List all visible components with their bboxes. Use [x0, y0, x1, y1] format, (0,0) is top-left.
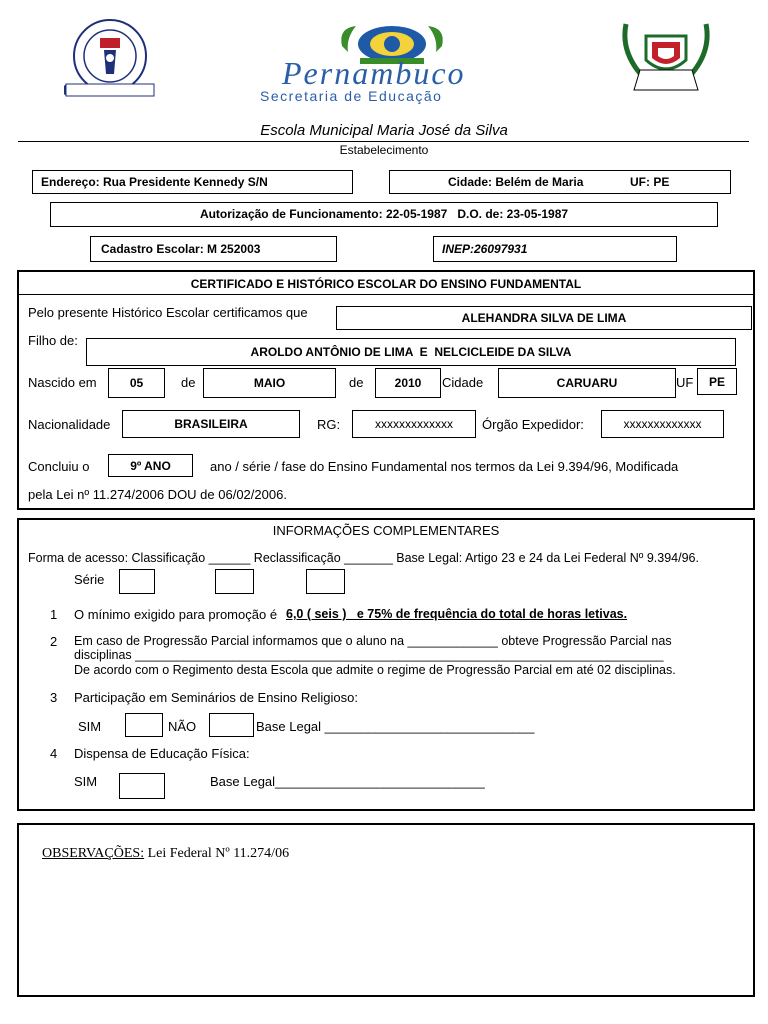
student-name: ALEHANDRA SILVA DE LIMA	[461, 311, 627, 325]
inep-text: INEP:26097931	[442, 242, 528, 256]
sim-checkbox-3[interactable]	[125, 713, 163, 737]
pernambuco-state-logo	[256, 24, 528, 104]
item-1-number: 1	[50, 607, 58, 622]
item-4-text: Dispensa de Educação Física:	[74, 746, 250, 761]
parents-label: Filho de:	[28, 333, 78, 348]
sim-checkbox-4[interactable]	[119, 773, 165, 799]
svg-text:Secretaria de Educação: Secretaria de Educação	[260, 88, 443, 104]
authorization-field	[50, 202, 718, 227]
rg-value: xxxxxxxxxxxxx	[375, 417, 453, 431]
address-field	[32, 170, 353, 194]
completed-label: Concluiu o	[28, 459, 90, 474]
base-legal-4: Base Legal_____________________________	[210, 774, 485, 789]
nationality-label: Nacionalidade	[28, 417, 111, 432]
nationality-field	[122, 410, 300, 438]
issuer-field	[601, 410, 724, 438]
item-2-number: 2	[50, 634, 58, 649]
observations-line	[28, 830, 289, 878]
serie-box-1[interactable]	[119, 569, 155, 594]
grade: 9º ANO	[130, 458, 171, 473]
student-name-field	[336, 306, 752, 330]
de-label-1: de	[181, 375, 196, 390]
uf-text: UF: PE	[630, 175, 670, 189]
header-rule	[18, 141, 749, 142]
law-text: pela Lei nº 11.274/2006 DOU de 06/02/2006.	[28, 487, 287, 502]
svg-text:Pernambuco: Pernambuco	[282, 55, 466, 91]
birth-city: CARUARU	[556, 376, 618, 390]
item-1-requirement: 6,0 ( seis ) e 75% de frequência do total de horas letivas.	[286, 607, 628, 621]
item-1-text: O mínimo exigido para promoção é	[74, 607, 278, 622]
city-field	[389, 170, 731, 194]
observations-section	[17, 823, 755, 997]
school-name: Escola Municipal Maria José da Silva	[260, 122, 508, 139]
establishment-caption: Estabelecimento	[339, 143, 429, 157]
item-3-text: Participação em Seminários de Ensino Religioso:	[74, 690, 358, 705]
item-2-line-3: De acordo com o Regimento desta Escola que admite o regime de Progressão Parcial em até 02 disciplinas.	[74, 663, 676, 677]
birth-year: 2010	[394, 376, 422, 390]
item-2-line-1: Em caso de Progressão Parcial informamos que o aluno na _____________ obteve Progressão Parcial nas	[74, 634, 672, 648]
school-registry-field	[90, 236, 337, 262]
access-text: Forma de acesso: Classificação ______ Reclassificação _______ Base Legal: Artigo 23 e 24 da Lei Federal Nº 9.394/96.	[28, 551, 699, 565]
city-text: Cidade: Belém de Maria	[448, 175, 584, 189]
parents-field	[86, 338, 736, 366]
address-text: Endereço: Rua Presidente Kennedy S/N	[41, 175, 268, 189]
nao-checkbox-3[interactable]	[209, 713, 254, 737]
birth-uf-field	[697, 368, 737, 395]
issuer-label: Órgão Expedidor:	[482, 417, 584, 432]
observations-label: OBSERVAÇÕES:	[42, 846, 145, 861]
birth-month: MAIO	[253, 376, 286, 390]
item-4-number: 4	[50, 746, 58, 761]
grade-field	[108, 454, 193, 477]
birth-day: 05	[129, 376, 144, 390]
born-label: Nascido em	[28, 375, 97, 390]
serie-label: Série	[74, 572, 105, 587]
intro-label: Pelo presente Histórico Escolar certificamos que	[28, 305, 308, 320]
serie-box-2[interactable]	[215, 569, 254, 594]
nao-label-3: NÃO	[168, 719, 197, 734]
birth-city-field	[498, 368, 676, 398]
item-3-number: 3	[50, 690, 58, 705]
item-2-line-2: disciplinas ____________________________________________________________________________	[74, 648, 664, 662]
serie-box-3[interactable]	[306, 569, 345, 594]
authorization-text: Autorização de Funcionamento: 22-05-1987 D.O. de: 23-05-1987	[199, 207, 569, 221]
issuer-value: xxxxxxxxxxxxx	[623, 417, 702, 431]
observations-text: Lei Federal Nº 11.274/06	[144, 846, 290, 861]
birth-day-field	[108, 368, 165, 398]
nationality: BRASILEIRA	[174, 417, 248, 431]
birth-year-field	[375, 368, 441, 398]
base-legal-3: Base Legal _____________________________	[256, 719, 535, 734]
municipal-crest-logo	[616, 14, 716, 102]
certificate-title-rule	[19, 294, 753, 295]
city-label: Cidade	[442, 375, 484, 390]
birth-uf: PE	[708, 374, 725, 389]
complementary-title: INFORMAÇÕES COMPLEMENTARES	[272, 523, 500, 538]
school-registry-text: Cadastro Escolar: M 252003	[101, 242, 261, 256]
sim-label-3: SIM	[78, 719, 102, 734]
school-seal-logo	[64, 18, 156, 102]
birth-month-field	[203, 368, 336, 398]
sim-label-4: SIM	[74, 774, 98, 789]
rg-field	[352, 410, 476, 438]
completed-text: ano / série / fase do Ensino Fundamental nos termos da Lei 9.394/96, Modificada	[210, 459, 679, 474]
certificate-title: CERTIFICADO E HISTÓRICO ESCOLAR DO ENSINO FUNDAMENTAL	[190, 277, 582, 291]
inep-field	[433, 236, 677, 262]
uf-label: UF	[676, 375, 694, 390]
rg-label: RG:	[317, 417, 341, 432]
de-label-2: de	[349, 375, 364, 390]
parents-names: AROLDO ANTÔNIO DE LIMA E NELCICLEIDE DA SILVA	[250, 345, 572, 359]
